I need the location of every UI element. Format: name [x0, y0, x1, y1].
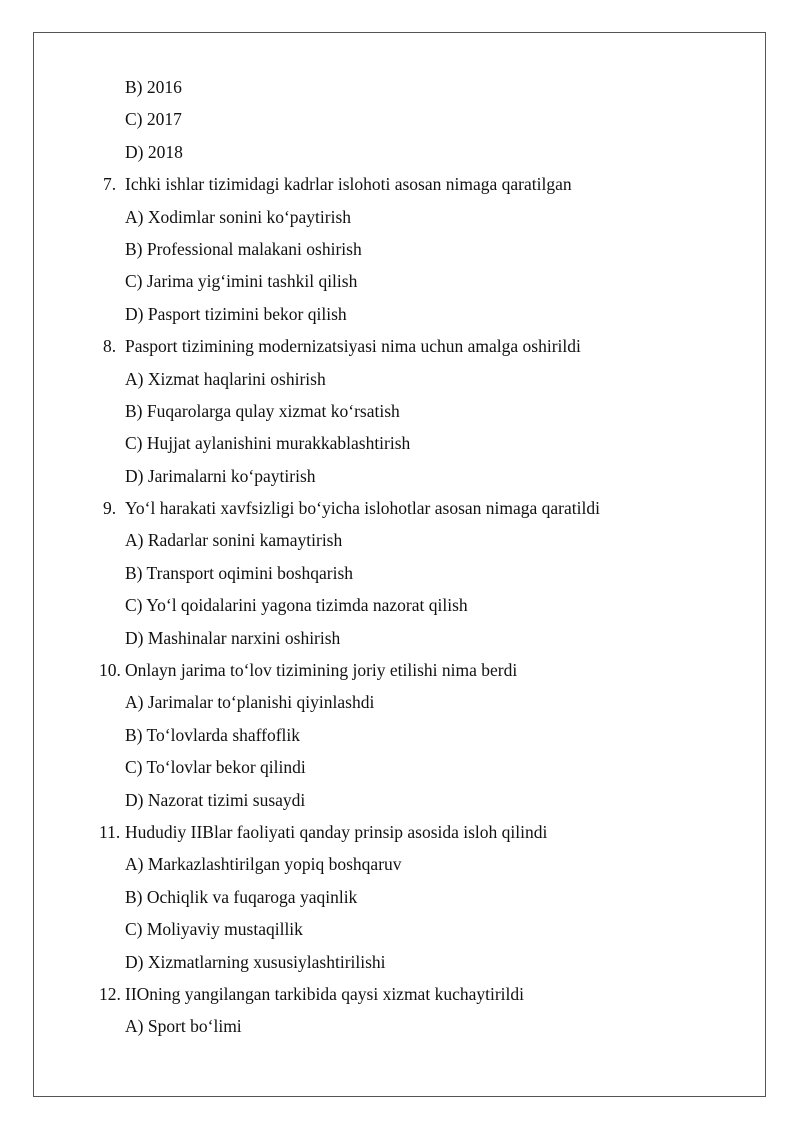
question-number: 7. — [103, 174, 117, 195]
question-line — [0, 816, 800, 848]
option-text: C) 2017 — [125, 109, 182, 130]
question-line — [0, 654, 800, 686]
document-body — [0, 71, 800, 1043]
answer-option — [0, 557, 800, 589]
option-text: B) Transport oqimini boshqarish — [125, 562, 354, 583]
answer-option — [0, 460, 800, 492]
option-text: B) Ochiqlik va fuqaroga yaqinlik — [125, 886, 358, 907]
answer-option — [0, 71, 800, 103]
option-text: A) Xizmat haqlarini oshirish — [125, 368, 326, 389]
question-text: Ichki ishlar tizimidagi kadrlar islohoti asosan nimaga qaratilgan — [125, 174, 572, 195]
question-line — [0, 492, 800, 524]
option-text: C) Jarima yigʻimini tashkil qilish — [125, 271, 358, 292]
answer-option — [0, 881, 800, 913]
answer-option — [0, 784, 800, 816]
question-text: Onlayn jarima toʻlov tizimining joriy etilishi nima berdi — [125, 660, 518, 681]
option-text: D) Jarimalarni koʻpaytirish — [125, 465, 316, 486]
question-text: Yoʻl harakati xavfsizligi boʻyicha islohotlar asosan nimaga qaratildi — [125, 498, 600, 519]
option-text: C) Moliyaviy mustaqillik — [125, 919, 303, 940]
option-text: A) Radarlar sonini kamaytirish — [125, 530, 343, 551]
answer-option — [0, 233, 800, 265]
option-text: D) Nazorat tizimi susaydi — [125, 789, 306, 810]
option-text: D) 2018 — [125, 141, 183, 162]
question-text: Hududiy IIBlar faoliyati qanday prinsip asosida isloh qilindi — [125, 821, 548, 842]
question-number: 12. — [99, 983, 121, 1004]
question-line — [0, 330, 800, 362]
answer-option — [0, 719, 800, 751]
option-text: A) Jarimalar toʻplanishi qiyinlashdi — [125, 692, 375, 713]
option-text: D) Pasport tizimini bekor qilish — [125, 303, 347, 324]
question-line — [0, 978, 800, 1010]
answer-option — [0, 946, 800, 978]
answer-option — [0, 298, 800, 330]
answer-option — [0, 395, 800, 427]
answer-option — [0, 751, 800, 783]
option-text: B) Toʻlovlarda shaffoflik — [125, 724, 301, 745]
option-text: A) Markazlashtirilgan yopiq boshqaruv — [125, 854, 402, 875]
answer-option — [0, 265, 800, 297]
option-text: B) Professional malakani oshirish — [125, 238, 362, 259]
question-text: Pasport tizimining modernizatsiyasi nima uchun amalga oshirildi — [125, 336, 581, 357]
option-text: B) 2016 — [125, 77, 182, 97]
answer-option — [0, 201, 800, 233]
answer-option — [0, 589, 800, 621]
answer-option — [0, 848, 800, 880]
answer-option — [0, 622, 800, 654]
option-text: B) Fuqarolarga qulay xizmat koʻrsatish — [125, 400, 400, 421]
answer-option — [0, 1010, 800, 1042]
option-text: C) Toʻlovlar bekor qilindi — [125, 757, 306, 778]
answer-option — [0, 363, 800, 395]
answer-option — [0, 136, 800, 168]
answer-option — [0, 686, 800, 718]
option-text: D) Mashinalar narxini oshirish — [125, 627, 341, 648]
question-number: 11. — [99, 821, 121, 842]
option-text: A) Sport boʻlimi — [125, 1016, 242, 1037]
option-text: A) Xodimlar sonini koʻpaytirish — [125, 206, 352, 227]
question-line — [0, 168, 800, 200]
answer-option — [0, 913, 800, 945]
question-number: 8. — [103, 336, 117, 357]
question-number: 9. — [103, 498, 117, 519]
answer-option — [0, 103, 800, 135]
answer-option — [0, 524, 800, 556]
question-text: IIOning yangilangan tarkibida qaysi xizmat kuchaytirildi — [125, 983, 524, 1004]
option-text: D) Xizmatlarning xususiylashtirilishi — [125, 951, 386, 972]
question-number: 10. — [99, 660, 121, 681]
answer-option — [0, 427, 800, 459]
option-text: C) Yoʻl qoidalarini yagona tizimda nazorat qilish — [125, 595, 468, 616]
option-text: C) Hujjat aylanishini murakkablashtirish — [125, 433, 411, 454]
